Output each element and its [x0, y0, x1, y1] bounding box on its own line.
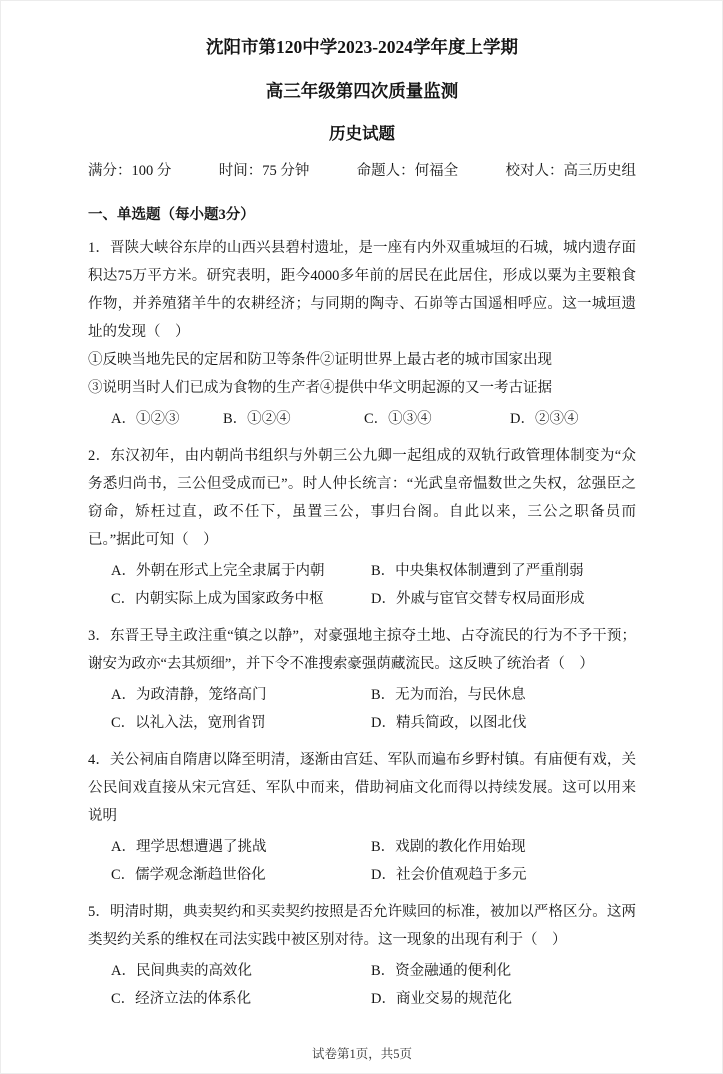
question-2-options	[88, 557, 636, 613]
question-5-options	[88, 957, 636, 1013]
question-4-stem: 4．关公祠庙自隋唐以降至明清，逐渐由宫廷、军队而遍布乡野村镇。有庙便有戏，关公民间戏直接从宋元宫廷、军队中而来，借助祠庙文化而得以持续发展。这可以用来说明	[88, 752, 636, 824]
page-footer: 试卷第1页，共5页	[311, 1047, 412, 1061]
question-3-options	[88, 681, 636, 737]
q1-option-c: C．①③④	[364, 411, 432, 427]
question-2-stem: 2．东汉初年，由内朝尚书组织与外朝三公九卿一起组成的双轨行政管理体制变为“众务悉归尚书，三公但受成而已”。时人仲长统言：“光武皇帝愠数世之失权，忿强臣之窃命，矫枉过直，政不任下，虽置三公，事归台阁。自此以来，三公之职备员而已。”据此可知（ ）	[88, 448, 636, 548]
q1-option-b: B．①②④	[223, 411, 291, 427]
q4-option-d: D．社会价值观趋于多元	[371, 867, 527, 883]
q3-option-c: C．以礼入法，宽刑省罚	[111, 715, 266, 731]
question-5	[88, 898, 636, 1013]
q5-option-a: A．民间典卖的高效化	[111, 963, 252, 979]
q3-option-a: A．为政清静，笼络高门	[111, 687, 267, 703]
q5-option-b: B．资金融通的便利化	[371, 963, 512, 979]
section-title: 一、单选题（每小题3分）	[88, 207, 255, 223]
info-time: 时间：75 分钟	[218, 163, 310, 179]
exam-info-row	[88, 161, 636, 181]
question-1-statement-2: ③说明当时人们已成为食物的生产者④提供中华文明起源的又一考古证据	[88, 380, 552, 396]
q5-option-c: C．经济立法的体系化	[111, 991, 252, 1007]
q3-option-b: B．无为而治，与民休息	[371, 687, 526, 703]
q4-option-c: C．儒学观念渐趋世俗化	[111, 867, 266, 883]
exam-title-line2: 高三年级第四次质量监测	[265, 81, 459, 101]
question-1-statement-1: ①反映当地先民的定居和防卫等条件②证明世界上最古老的城市国家出现	[88, 352, 552, 368]
q1-option-d: D．②③④	[510, 411, 579, 427]
q3-option-d: D．精兵简政，以图北伐	[371, 715, 527, 731]
question-1-stem: 1．晋陕大峡谷东岸的山西兴县碧村遗址，是一座有内外双重城垣的石城，城内遗存面积达75万平方米。研究表明，距今4000多年前的居民在此居住，形成以粟为主要粮食作物，并养殖猪羊牛的农耕经济；与同期的陶寺、石峁等古国遥相呼应。这一城垣遗址的发现（ ）	[88, 240, 636, 340]
q4-option-b: B．戏剧的教化作用始现	[371, 839, 526, 855]
info-full-score: 满分：100 分	[88, 163, 172, 179]
q2-option-a: A．外朝在形式上完全隶属于内朝	[111, 563, 325, 579]
question-4-options	[88, 833, 636, 889]
question-5-stem: 5．明清时期，典卖契约和买卖契约按照是否允许赎回的标准，被加以严格区分。这两类契约关系的维权在司法实践中被区别对待。这一现象的出现有利于（ ）	[88, 904, 636, 948]
q2-option-b: B．中央集权体制遭到了严重削弱	[371, 563, 584, 579]
q2-option-c: C．内朝实际上成为国家政务中枢	[111, 591, 324, 607]
question-3-stem: 3．东晋王导主政注重“镇之以静”，对豪强地主掠夺土地、占夺流民的行为不予干预；谢安为政亦“去其烦细”，并下令不准搜索豪强荫藏流民。这反映了统治者（ ）	[88, 628, 636, 672]
question-2	[88, 442, 636, 613]
info-proofreader: 校对人：高三历史组	[505, 163, 636, 179]
q2-option-d: D．外戚与宦官交替专权局面形成	[371, 591, 585, 607]
info-setter: 命题人：何福全	[356, 163, 459, 179]
q4-option-a: A．理学思想遭遇了挑战	[111, 839, 267, 855]
question-4	[88, 746, 636, 889]
q5-option-d: D．商业交易的规范化	[371, 991, 512, 1007]
question-1-options	[88, 405, 636, 433]
exam-title-line1: 沈阳市第120中学2023-2024学年度上学期	[205, 37, 519, 57]
q1-option-a: A．①②③	[111, 411, 180, 427]
exam-title-line3: 历史试题	[329, 124, 395, 143]
question-1	[88, 234, 636, 433]
question-3	[88, 622, 636, 737]
